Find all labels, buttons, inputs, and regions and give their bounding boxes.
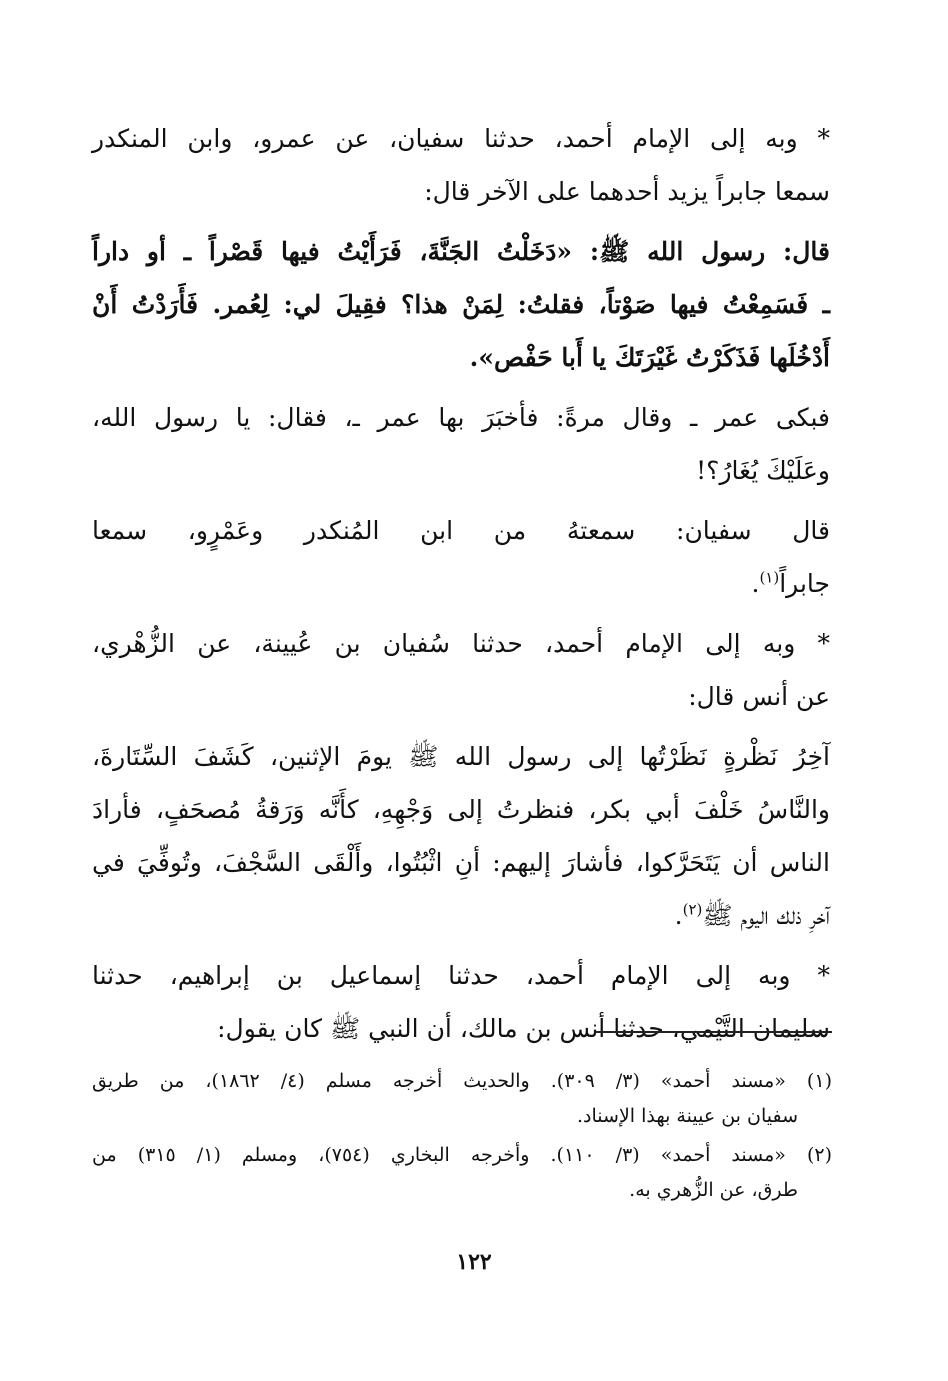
footnote-1 [92,1064,832,1134]
text-line: والنَّاسُ خَلْفَ أبي بكر، فنظرتُ إلى وَجْهِهِ، كأَنَّه وَرَقةُ مُصحَفٍ، فأرادَ [92,795,830,824]
text-line: جابراً$^{(١)}$. [751,568,830,598]
text-line: آخرِ ذلك اليوم ﷺ$^{(٢)}$. [674,900,830,930]
text-line: الناس أن يَتَحَرَّكوا، فأشارَ إليهم: أنِ اثْبُتُوا، وأَلْقَى السَّجْفَ، وتُوفِّيَ في [92,848,830,877]
text-fragment: جابراً [779,569,830,598]
page-number: ١٢٢ [456,1249,492,1275]
footnote-2 [92,1138,832,1208]
text-line: وعَلَيْكَ يُغَارُ؟! [696,456,830,485]
hadith-text-1 [92,225,830,384]
text-line: عن أنس قال: [688,682,830,711]
hadith-text-2 [92,730,830,942]
footnotes [92,1064,832,1212]
narration-paragraph [92,391,830,497]
text-line: أَدْخُلَها فَذَكَرْتُ غَيْرَتَكَ يا أَبا حَفْص». [469,343,830,372]
text-line: سليمان التَّيْمي، حدثنا أنس بن مالك، أن النبي ﷺ كان يقول: [217,1014,830,1043]
footnote-ref-1: (١) [759,568,780,587]
isnad-paragraph-2 [92,617,830,723]
text-line: آخِرُ نَظْرةٍ نَظَرْتُها إلى رسول الله ﷺ يومَ الإثنين، كَشَفَ السِّتَارةَ، [92,742,830,771]
text-line: قال: رسول الله ﷺ: «دَخَلْتُ الجَنَّةَ، فَرَأَيْتُ فيها قَصْراً ـ أو داراً [92,237,830,266]
footnote-line: (١) «مسند أحمد» (٣/ ٣٠٩). والحديث أخرجه مسلم (٤/ ١٨٦٢)، من طريق [92,1070,832,1092]
isnad-paragraph-1 [92,112,830,218]
sufyan-statement [92,504,830,610]
text-fragment: آخرِ ذلك اليوم ﷺ [702,901,830,930]
footnote-separator [595,1031,832,1033]
isnad-paragraph-3 [92,949,830,1055]
footnote-ref-2: (٢) [682,900,703,919]
text-line: * وبه إلى الإمام أحمد، حدثنا إسماعيل بن إبراهيم، حدثنا [92,961,831,990]
footnote-line: سفيان بن عيينة بهذا الإسناد. [577,1105,798,1127]
text-line: * وبه إلى الإمام أحمد، حدثنا سُفيان بن عُيينة، عن الزُّهْري، [92,629,830,658]
text-line: ـ فَسَمِعْتُ فيها صَوْتاً، فقلتُ: لِمَنْ هذا؟ فقِيلَ لي: لِعُمر. فَأَرَدْتُ أَنْ [92,290,830,319]
footnote-line: طرق، عن الزُّهري به. [629,1179,798,1201]
text-line: * وبه إلى الإمام أحمد، حدثنا سفيان، عن عمرو، وابن المنكدر [92,124,830,153]
text-line: فبكى عمر ـ وقال مرةً: فأخبَرَ بها عمر ـ، فقال: يا رسول الله، [92,403,830,432]
text-line: قال سفيان: سمعتهُ من ابن المُنكدر وعَمْرٍو، سمعا [92,516,830,545]
footnote-line: (٢) «مسند أحمد» (٣/ ١١٠). وأخرجه البخاري (٧٥٤)، ومسلم (١/ ٣١٥) من [92,1144,832,1166]
text-line: سمعا جابراً يزيد أحدهما على الآخر قال: [424,177,830,206]
